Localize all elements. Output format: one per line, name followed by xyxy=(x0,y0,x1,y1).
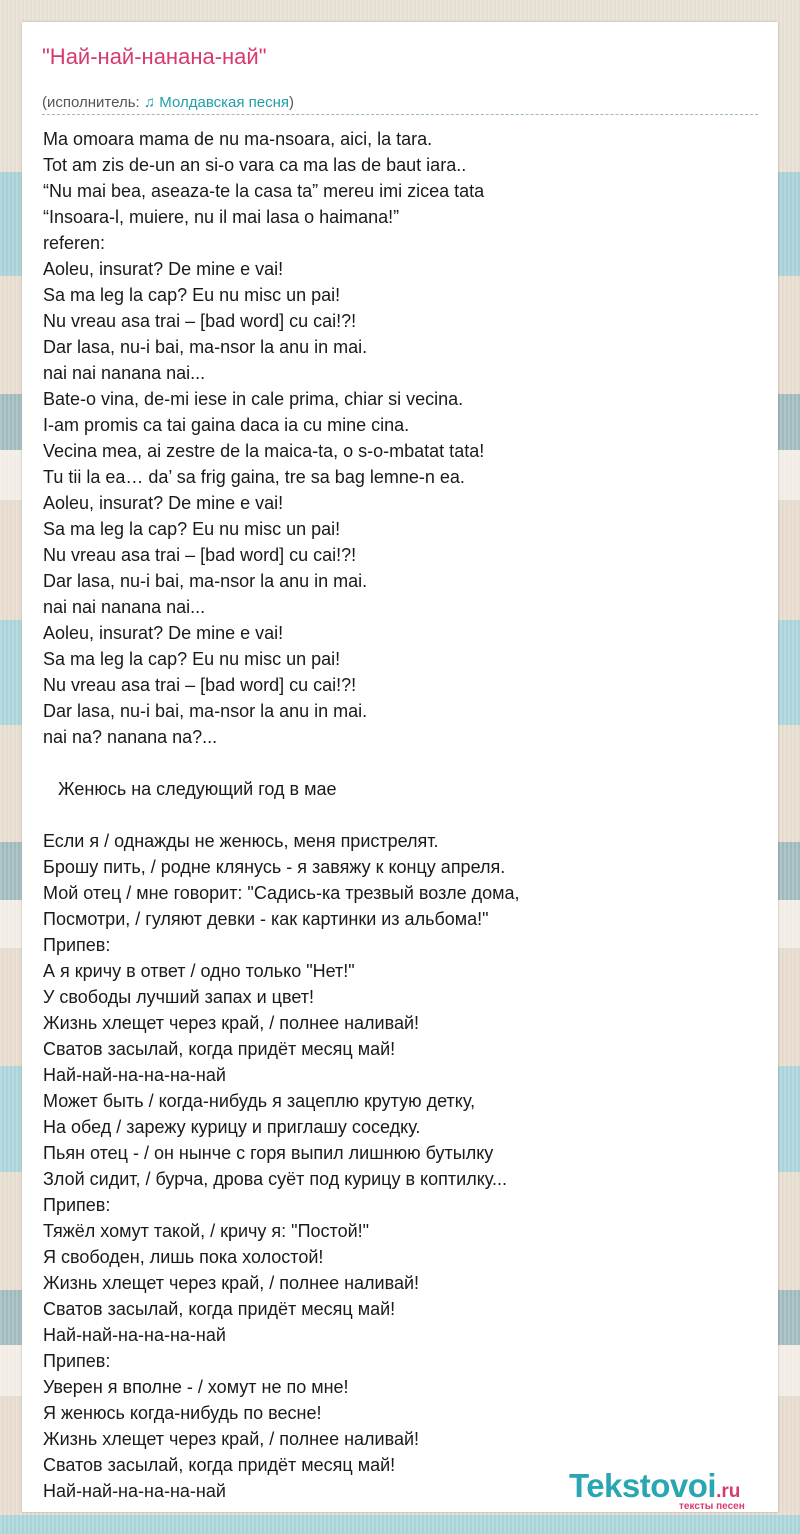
artist-suffix: ) xyxy=(289,94,295,111)
song-header xyxy=(42,44,758,115)
lyric-line: Ma omoara mama de nu ma-nsoara, aici, la tara. xyxy=(43,129,433,149)
lyric-line: Aoleu, insurat? De mine e vai! xyxy=(43,493,284,513)
song-title: "Най-най-нанана-най" xyxy=(42,44,267,69)
lyric-line: Dar lasa, nu-i bai, ma-nsor la anu in mai. xyxy=(43,571,368,591)
lyric-line: “Insoara-l, muiere, nu il mai lasa o haimana!” xyxy=(43,207,400,227)
lyric-line: nai nai nanana nai... xyxy=(43,597,206,617)
lyric-line: Сватов засылай, когда придёт месяц май! xyxy=(43,1455,396,1475)
lyric-line: Tu tii la ea… da’ sa frig gaina, tre sa bag lemne-n ea. xyxy=(43,467,465,487)
lyric-line: Жизнь хлещет через край, / полнее наливай! xyxy=(43,1429,420,1449)
lyric-line: Сватов засылай, когда придёт месяц май! xyxy=(43,1299,396,1319)
lyrics-text xyxy=(43,126,763,1504)
lyric-line: Sa ma leg la cap? Eu nu misc un pai! xyxy=(43,649,341,669)
lyric-line: У свободы лучший запах и цвет! xyxy=(43,987,315,1007)
logo-name: Tekstovoi xyxy=(569,1467,717,1504)
lyric-line: Nu vreau asa trai – [bad word] cu cai!?! xyxy=(43,675,357,695)
lyric-line: Най-най-на-на-на-най xyxy=(43,1065,226,1085)
lyric-line: Nu vreau asa trai – [bad word] cu cai!?! xyxy=(43,545,357,565)
lyric-line: Брошу пить, / родне клянусь - я завяжу к концу апреля. xyxy=(43,857,506,877)
lyric-line: Най-най-на-на-на-най xyxy=(43,1481,226,1501)
lyric-line: Если я / однажды не женюсь, меня пристрелят. xyxy=(43,831,439,851)
lyric-line: Жизнь хлещет через край, / полнее наливай! xyxy=(43,1273,420,1293)
artist-line xyxy=(42,94,294,112)
lyric-line: Припев: xyxy=(43,1351,111,1371)
artist-prefix: (исполнитель: xyxy=(42,94,144,111)
lyric-line: Женюсь на следующий год в мае xyxy=(43,779,337,799)
lyric-line: Жизнь хлещет через край, / полнее наливай! xyxy=(43,1013,420,1033)
lyric-line: Может быть / когда-нибудь я зацеплю крутую детку, xyxy=(43,1091,476,1111)
lyric-line: Vecina mea, ai zestre de la maica-ta, o s-o-mbatat tata! xyxy=(43,441,485,461)
lyric-line: Пьян отец - / он нынче с горя выпил лишнюю бутылку xyxy=(43,1143,494,1163)
lyric-line: Злой сидит, / бурча, дрова суёт под курицу в коптилку... xyxy=(43,1169,507,1189)
lyric-line: Мой отец / мне говорит: "Садись-ка трезвый возле дома, xyxy=(43,883,520,903)
lyric-line: Припев: xyxy=(43,935,111,955)
lyric-line xyxy=(43,802,763,828)
lyric-line: Сватов засылай, когда придёт месяц май! xyxy=(43,1039,396,1059)
lyric-line: Tot am zis de-un an si-o vara ca ma las de baut iara.. xyxy=(43,155,467,175)
lyric-line: Sa ma leg la cap? Eu nu misc un pai! xyxy=(43,519,341,539)
lyric-line: nai nai nanana nai... xyxy=(43,363,206,383)
site-logo[interactable] xyxy=(569,1468,775,1512)
lyric-line: “Nu mai bea, aseaza-te la casa ta” mereu imi zicea tata xyxy=(43,181,485,201)
lyric-line: Тяжёл хомут такой, / кричу я: "Постой!" xyxy=(43,1221,370,1241)
lyric-line: Aoleu, insurat? De mine e vai! xyxy=(43,623,284,643)
artist-name: Молдавская песня xyxy=(159,94,290,111)
lyric-line: Sa ma leg la cap? Eu nu misc un pai! xyxy=(43,285,341,305)
lyric-line: Dar lasa, nu-i bai, ma-nsor la anu in mai. xyxy=(43,337,368,357)
lyric-line: Най-най-на-на-на-най xyxy=(43,1325,226,1345)
music-note-icon: ♫ xyxy=(143,94,156,111)
lyric-line: I-am promis ca tai gaina daca ia cu mine cina. xyxy=(43,415,410,435)
lyric-line: Припев: xyxy=(43,1195,111,1215)
lyric-line: Я свободен, лишь пока холостой! xyxy=(43,1247,324,1267)
lyric-line: Уверен я вполне - / хомут не по мне! xyxy=(43,1377,349,1397)
lyric-line: Bate-o vina, de-mi iese in cale prima, chiar si vecina. xyxy=(43,389,464,409)
lyric-line: referen: xyxy=(43,233,106,253)
artist-link[interactable] xyxy=(144,94,289,111)
lyric-line: nai na? nanana na?... xyxy=(43,727,218,747)
lyric-line: На обед / зарежу курицу и приглашу соседку. xyxy=(43,1117,421,1137)
lyric-line: Dar lasa, nu-i bai, ma-nsor la anu in mai. xyxy=(43,701,368,721)
lyric-line: Я женюсь когда-нибудь по весне! xyxy=(43,1403,322,1423)
lyric-line: Nu vreau asa trai – [bad word] cu cai!?! xyxy=(43,311,357,331)
lyric-line xyxy=(43,750,763,776)
lyrics-card xyxy=(22,22,778,1512)
lyric-line: А я кричу в ответ / одно только "Нет!" xyxy=(43,961,355,981)
lyric-line: Посмотри, / гуляют девки - как картинки из альбома!" xyxy=(43,909,489,929)
logo-tagline: тексты песен xyxy=(679,1501,745,1512)
lyric-line: Aoleu, insurat? De mine e vai! xyxy=(43,259,284,279)
logo-tld: .ru xyxy=(716,1481,741,1502)
